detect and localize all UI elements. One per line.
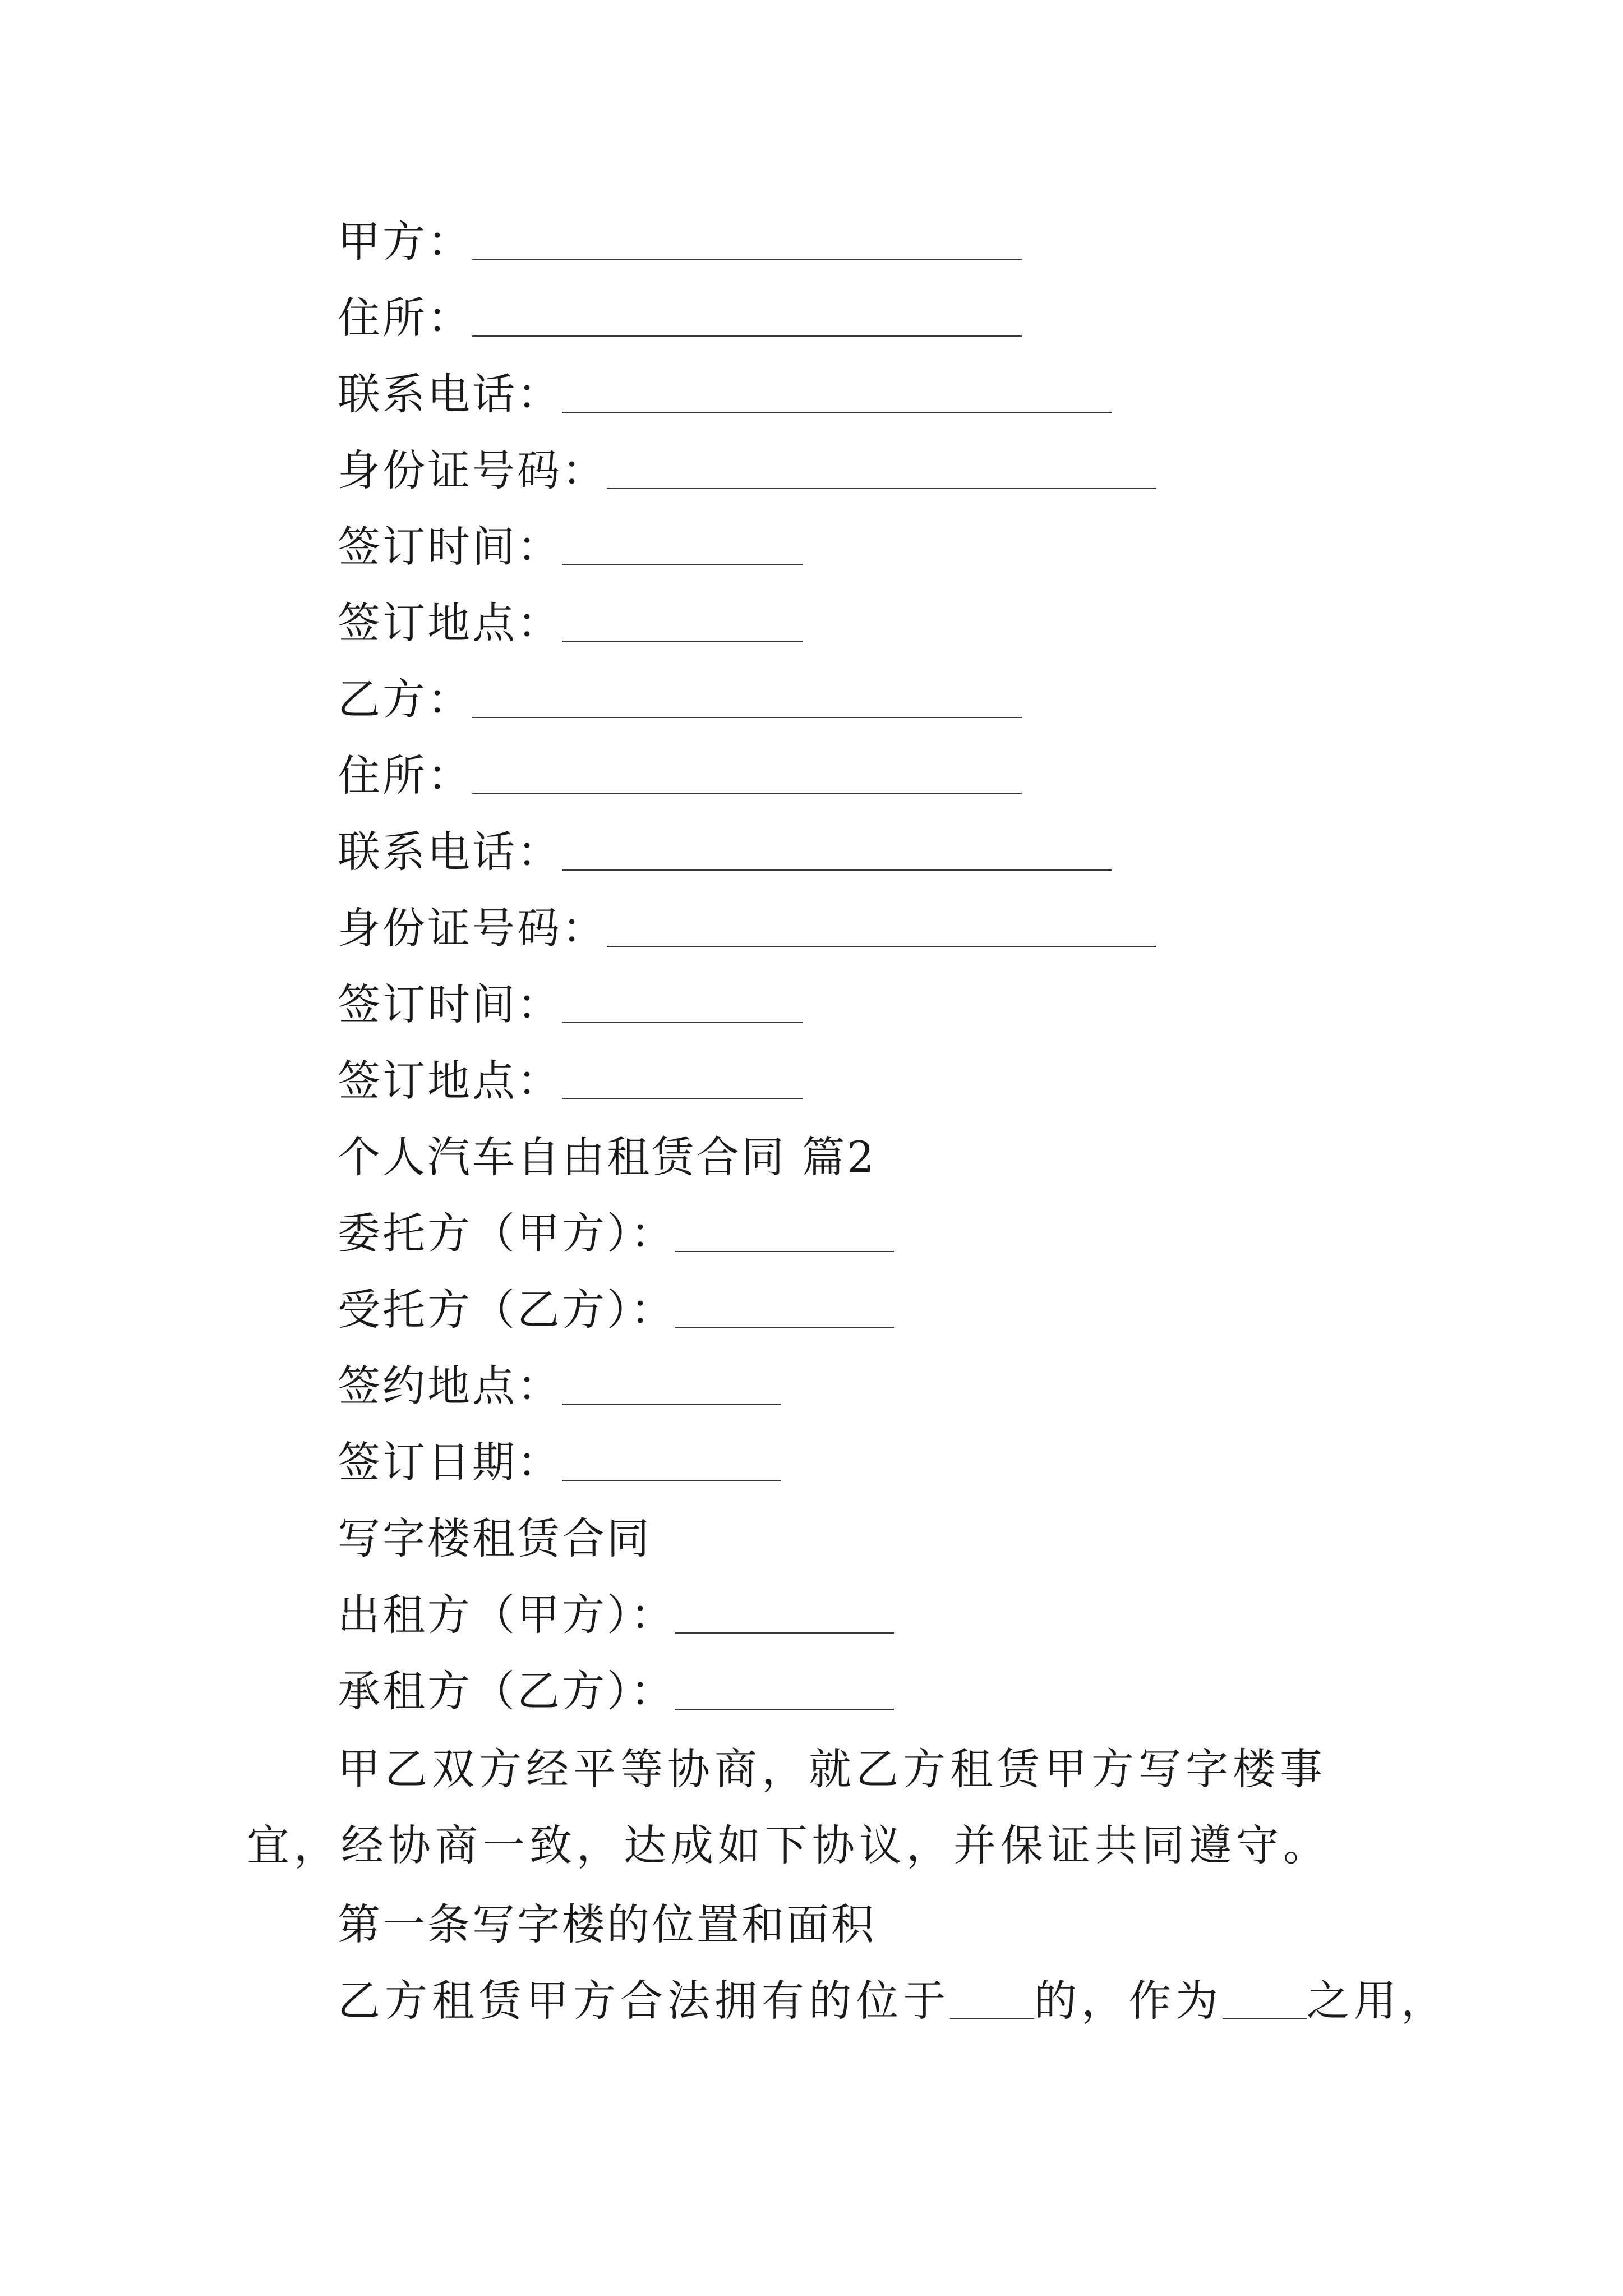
- party-b-sign-time-line: [338, 974, 803, 1036]
- entrusted-party-line: [338, 1279, 894, 1341]
- party-b-phone-blank[interactable]: [562, 821, 1112, 883]
- article-1-text-part3: 之用，: [1307, 1976, 1448, 2026]
- party-b-label: 乙方：: [338, 674, 472, 724]
- party-a-line: [338, 211, 1022, 273]
- party-a-label: 甲方：: [338, 217, 472, 266]
- party-b-address-blank[interactable]: [472, 745, 1022, 807]
- party-a-address-blank[interactable]: [472, 287, 1022, 349]
- lessee-line: [338, 1660, 894, 1722]
- party-b-phone-label: 联系电话：: [338, 827, 562, 877]
- party-a-phone-blank[interactable]: [562, 364, 1112, 425]
- section-title-car-rental: [338, 1126, 877, 1188]
- entrusting-party-blank[interactable]: [675, 1203, 894, 1264]
- contract-date-line: [338, 1432, 781, 1493]
- article-1-text-part1: 乙方租赁甲方合法拥有的位于: [338, 1976, 950, 2026]
- section-title-car-rental-text: 个人汽车自由租赁合同 篇2: [338, 1132, 877, 1182]
- party-a-id-line: [338, 440, 1156, 501]
- party-b-phone-line: [338, 821, 1112, 883]
- party-b-id-label: 身份证号码：: [338, 903, 607, 953]
- entrusting-party-label: 委托方（甲方）：: [338, 1208, 675, 1258]
- party-b-sign-time-label: 签订时间：: [338, 979, 562, 1029]
- party-b-line: [338, 669, 1022, 730]
- agreement-intro-paragraph: 甲乙双方经平等协商，就乙方租赁甲方写字楼事宜，经协商一致，达成如下协议，并保证共同遵守。: [247, 1744, 1330, 1870]
- section-title-office-lease: [338, 1508, 652, 1570]
- party-b-address-label: 住所：: [338, 751, 472, 800]
- party-a-id-blank[interactable]: [607, 440, 1156, 501]
- lessor-label: 出租方（甲方）：: [338, 1590, 675, 1640]
- party-b-sign-time-blank[interactable]: [562, 974, 803, 1036]
- lessor-line: [338, 1584, 894, 1646]
- party-a-sign-place-label: 签订地点：: [338, 598, 562, 648]
- party-b-address-line: [338, 745, 1022, 807]
- entrusted-party-blank[interactable]: [675, 1279, 894, 1341]
- contract-date-blank[interactable]: [562, 1432, 781, 1493]
- party-a-address-label: 住所：: [338, 293, 472, 343]
- article-1-text: [338, 1970, 1448, 2032]
- contract-place-line: [338, 1355, 781, 1417]
- party-b-blank[interactable]: [472, 669, 1022, 730]
- party-a-sign-time-blank[interactable]: [562, 516, 803, 578]
- party-a-sign-time-label: 签订时间：: [338, 522, 562, 572]
- party-a-id-label: 身份证号码：: [338, 445, 607, 495]
- party-b-sign-place-blank[interactable]: [562, 1050, 803, 1112]
- contract-place-label: 签约地点：: [338, 1361, 562, 1411]
- party-a-sign-place-line: [338, 592, 803, 654]
- party-b-id-blank[interactable]: [607, 898, 1156, 959]
- party-a-blank[interactable]: [472, 211, 1022, 273]
- party-a-sign-time-line: [338, 516, 803, 578]
- party-b-id-line: [338, 898, 1156, 959]
- party-a-sign-place-blank[interactable]: [562, 592, 803, 654]
- location-blank[interactable]: [950, 1970, 1034, 2032]
- usage-blank[interactable]: [1223, 1970, 1307, 2032]
- article-1-title: [338, 1894, 876, 1955]
- section-title-office-lease-text: 写字楼租赁合同: [338, 1513, 652, 1563]
- contract-place-blank[interactable]: [562, 1355, 781, 1417]
- lessor-blank[interactable]: [675, 1584, 894, 1646]
- lessee-blank[interactable]: [675, 1660, 894, 1722]
- party-a-address-line: [338, 287, 1022, 349]
- entrusted-party-label: 受托方（乙方）：: [338, 1285, 675, 1335]
- article-1-text-part2: 的，作为: [1034, 1976, 1223, 2026]
- lessee-label: 承租方（乙方）：: [338, 1666, 675, 1716]
- contract-date-label: 签订日期：: [338, 1437, 562, 1487]
- party-b-sign-place-line: [338, 1050, 803, 1112]
- article-1-title-text: 第一条写字楼的位置和面积: [338, 1899, 876, 1949]
- party-b-sign-place-label: 签订地点：: [338, 1056, 562, 1106]
- party-a-phone-label: 联系电话：: [338, 369, 562, 419]
- entrusting-party-line: [338, 1203, 894, 1264]
- party-a-phone-line: [338, 364, 1112, 425]
